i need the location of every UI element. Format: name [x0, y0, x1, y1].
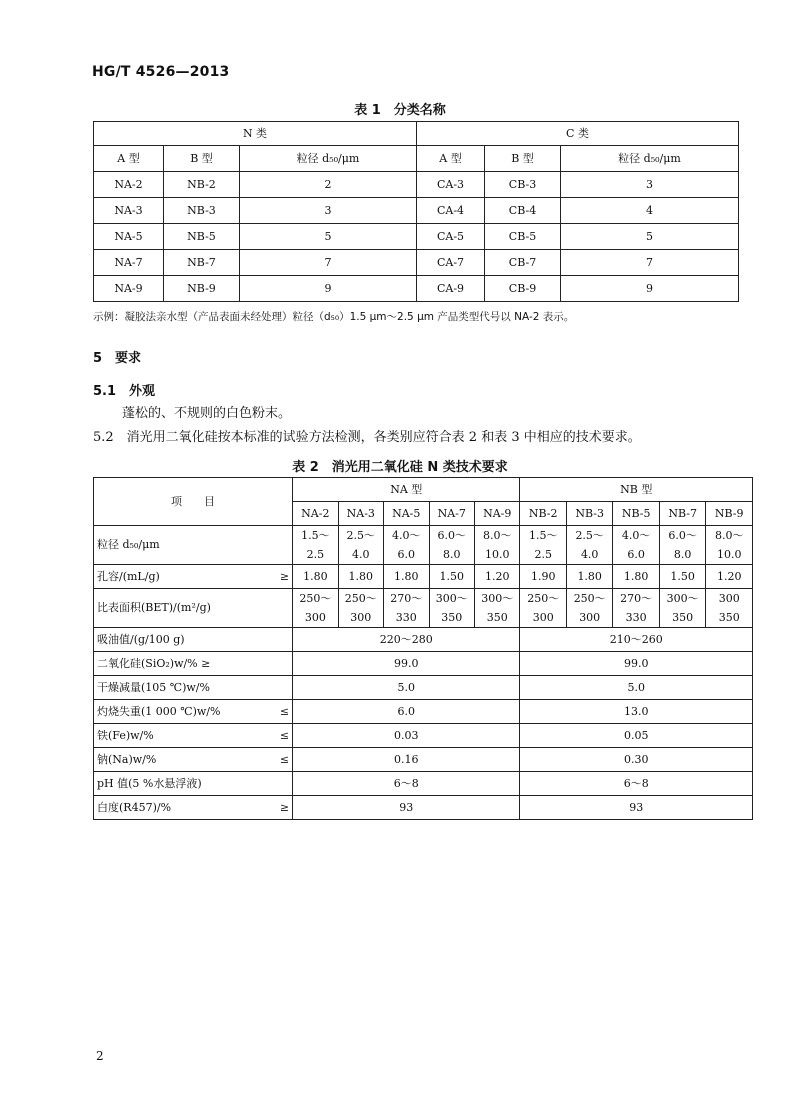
value-line: 300 [532, 611, 554, 624]
table-cell: 1.80 [566, 565, 612, 589]
section-5-1-heading: 5.1 外观 [93, 384, 156, 399]
table-cell: 5.0 [293, 676, 520, 700]
comparison-symbol: ≤ [279, 728, 290, 742]
table-cell: 93 [520, 796, 753, 820]
value-line: 2.5～ [346, 529, 376, 542]
table-cell: NB-9 [164, 276, 240, 302]
table-cell [429, 589, 474, 628]
value-line: 300 [718, 592, 740, 605]
table-cell: 7 [240, 250, 417, 276]
table1-group-header: C 类 [417, 122, 739, 146]
table-cell: 5 [561, 224, 739, 250]
table-cell: NB-2 [164, 172, 240, 198]
table1-group-header: N 类 [94, 122, 417, 146]
row-label [94, 676, 293, 700]
table-cell [566, 526, 612, 565]
value-line: 300～ [481, 592, 514, 605]
table1-column-header: A 型 [94, 146, 164, 172]
value-line: 4.0～ [392, 529, 421, 542]
table-cell: CB-9 [485, 276, 561, 302]
value-line: 8.0～ [714, 529, 744, 542]
table2-group-header: NA 型 [293, 478, 520, 502]
table-cell [706, 526, 753, 565]
table-cell [384, 589, 429, 628]
table-cell [566, 589, 612, 628]
comparison-symbol: ≤ [279, 704, 290, 718]
table-row [94, 198, 739, 224]
value-line: 10.0 [716, 548, 742, 561]
row-label-text: 灼烧失重(1 000 ℃)w/% [97, 704, 221, 718]
table-cell: 13.0 [520, 700, 753, 724]
value-line: 270～ [390, 592, 423, 605]
value-line: 6.0～ [437, 529, 466, 542]
table2-column-header: NB-7 [659, 502, 705, 526]
table-cell [520, 526, 566, 565]
comparison-symbol: ≤ [279, 752, 290, 766]
table-cell: 220～280 [293, 628, 520, 652]
table-cell: CA-5 [417, 224, 485, 250]
row-label-text: 二氧化硅(SiO₂)w/% ≥ [97, 656, 211, 670]
table-cell: CA-9 [417, 276, 485, 302]
value-line: 250～ [299, 592, 332, 605]
table-cell: 99.0 [520, 652, 753, 676]
table-row [94, 700, 753, 724]
table-cell: 0.16 [293, 748, 520, 772]
page-number: 2 [96, 1049, 104, 1063]
table-cell: 1.80 [613, 565, 659, 589]
section-5-heading: 5 要求 [93, 351, 142, 366]
table-row [94, 676, 753, 700]
table-cell [474, 526, 520, 565]
table-cell [384, 526, 429, 565]
table-cell [659, 589, 705, 628]
value-line: 1.5～ [301, 529, 330, 542]
table1-column-header: 粒径 d₅₀/μm [561, 146, 739, 172]
table-row [94, 628, 753, 652]
table2-column-header: NA-7 [429, 502, 474, 526]
table-cell [659, 526, 705, 565]
value-line: 8.0 [673, 548, 692, 561]
table-cell: 9 [561, 276, 739, 302]
value-line: 250～ [344, 592, 377, 605]
table1-column-header: A 型 [417, 146, 485, 172]
table-row [94, 250, 739, 276]
table-cell: NA-9 [94, 276, 164, 302]
value-line: 4.0 [580, 548, 599, 561]
table-cell [613, 589, 659, 628]
table-cell: NA-5 [94, 224, 164, 250]
value-line: 4.0～ [621, 529, 651, 542]
table2-column-header: NA-3 [338, 502, 383, 526]
value-line: 350 [486, 611, 508, 624]
table-cell: 0.03 [293, 724, 520, 748]
table1-caption: 表 1 分类名称 [354, 103, 446, 118]
value-line: 300～ [435, 592, 468, 605]
table1-column-header: 粒径 d₅₀/μm [240, 146, 417, 172]
table2-column-header: NB-9 [706, 502, 753, 526]
table-cell: CB-5 [485, 224, 561, 250]
table-cell: 4 [561, 198, 739, 224]
table1 [93, 121, 739, 302]
value-line: 2.5 [534, 548, 552, 561]
table2 [93, 477, 753, 820]
row-label-text: 钠(Na)w/% [97, 752, 157, 766]
table-cell: 99.0 [293, 652, 520, 676]
value-line: 330 [625, 611, 647, 624]
row-label-text: 比表面积(BET)/(m²/g) [97, 601, 211, 614]
table-row [94, 565, 753, 589]
table-cell: NA-3 [94, 198, 164, 224]
table-cell: NA-2 [94, 172, 164, 198]
value-line: 6.0 [627, 548, 645, 561]
row-label-text: 吸油值/(g/100 g) [97, 632, 185, 646]
table-cell [474, 589, 520, 628]
row-label [94, 652, 293, 676]
table-cell: 6～8 [293, 772, 520, 796]
standard-code: HG/T 4526—2013 [92, 64, 230, 80]
table-row [94, 589, 753, 628]
table1-column-header: B 型 [485, 146, 561, 172]
table-cell: NB-7 [164, 250, 240, 276]
table-cell: 2 [240, 172, 417, 198]
table-row [94, 772, 753, 796]
table-cell: 6.0 [293, 700, 520, 724]
value-line: 300 [350, 611, 372, 624]
table2-column-header: NB-5 [613, 502, 659, 526]
table-cell: 6～8 [520, 772, 753, 796]
table2-group-header: NB 型 [520, 478, 753, 502]
table-cell: 3 [240, 198, 417, 224]
table1-note: 示例：凝胶法亲水型（产品表面未经处理）粒径（d₅₀）1.5 μm～2.5 μm 产品类型代号以 NA-2 表示。 [93, 311, 575, 323]
table-cell: 1.80 [293, 565, 338, 589]
comparison-symbol: ≥ [279, 800, 290, 814]
value-line: 270～ [620, 592, 653, 605]
row-label [94, 565, 293, 589]
value-line: 8.0～ [482, 529, 512, 542]
table-cell: 0.30 [520, 748, 753, 772]
table-cell: NB-3 [164, 198, 240, 224]
table-cell: 5 [240, 224, 417, 250]
table-cell: 1.50 [659, 565, 705, 589]
value-line: 1.5～ [528, 529, 558, 542]
value-line: 300～ [666, 592, 699, 605]
value-line: 6.0 [397, 548, 416, 561]
table-row [94, 526, 753, 565]
table2-column-header: NB-3 [566, 502, 612, 526]
value-line: 350 [672, 611, 694, 624]
row-label-text: 白度(R457)/% [97, 800, 172, 814]
table-row [94, 224, 739, 250]
table2-caption: 表 2 消光用二氧化硅 N 类技术要求 [292, 460, 508, 475]
section-5-2-text: 5.2 消光用二氧化硅按本标准的试验方法检测，各类别应符合表 2 和表 3 中相应的技术要求。 [93, 430, 641, 445]
table2-column-header: NA-9 [474, 502, 520, 526]
value-line: 2.5～ [575, 529, 604, 542]
table-cell [613, 526, 659, 565]
row-label [94, 526, 293, 565]
table-cell: NA-7 [94, 250, 164, 276]
table2-column-header: NB-2 [520, 502, 566, 526]
table-cell: NB-5 [164, 224, 240, 250]
row-label-text: 铁(Fe)w/% [97, 728, 154, 742]
table-cell: 210～260 [520, 628, 753, 652]
table-cell [429, 526, 474, 565]
table-cell: CB-3 [485, 172, 561, 198]
table-cell: 9 [240, 276, 417, 302]
table2-body [94, 526, 753, 820]
table-cell: 1.80 [384, 565, 429, 589]
value-line: 250～ [573, 592, 606, 605]
table-cell: 1.20 [706, 565, 753, 589]
table-cell [293, 526, 338, 565]
row-label [94, 589, 293, 628]
value-line: 300 [304, 611, 326, 624]
comparison-symbol: ≥ [279, 569, 290, 583]
table2-column-header: NA-5 [384, 502, 429, 526]
value-line: 350 [441, 611, 463, 624]
value-line: 10.0 [484, 548, 510, 561]
table-cell: CB-7 [485, 250, 561, 276]
table-cell [293, 589, 338, 628]
table-cell [338, 526, 383, 565]
table-row [94, 172, 739, 198]
table-cell: CA-7 [417, 250, 485, 276]
table-cell [706, 589, 753, 628]
row-label [94, 772, 293, 796]
row-label [94, 796, 293, 820]
table1-column-header: B 型 [164, 146, 240, 172]
table-cell: CB-4 [485, 198, 561, 224]
value-line: 4.0 [352, 548, 370, 561]
table2-column-header: NA-2 [293, 502, 338, 526]
row-label-text: 孔容/(mL/g) [97, 569, 160, 583]
row-label-text: 干燥减量(105 ℃)w/% [97, 680, 210, 694]
value-line: 300 [579, 611, 601, 624]
table-row [94, 748, 753, 772]
table-cell: 1.80 [338, 565, 383, 589]
row-label-text: 粒径 d₅₀/μm [97, 538, 160, 551]
table-cell: CA-3 [417, 172, 485, 198]
table-cell: 1.20 [474, 565, 520, 589]
table-cell: 3 [561, 172, 739, 198]
table-cell: 1.90 [520, 565, 566, 589]
table-cell: 0.05 [520, 724, 753, 748]
table-row [94, 276, 739, 302]
table-cell: CA-4 [417, 198, 485, 224]
value-line: 2.5 [306, 548, 325, 561]
value-line: 8.0 [442, 548, 461, 561]
value-line: 330 [395, 611, 417, 624]
value-line: 350 [718, 611, 740, 624]
row-label [94, 700, 293, 724]
value-line: 250～ [527, 592, 560, 605]
value-line: 6.0～ [668, 529, 697, 542]
table-cell: 93 [293, 796, 520, 820]
table-row [94, 724, 753, 748]
table-cell [338, 589, 383, 628]
table-cell: 7 [561, 250, 739, 276]
table-cell: 1.50 [429, 565, 474, 589]
row-label [94, 628, 293, 652]
row-label-text: pH 值(5 %水悬浮液) [97, 776, 202, 790]
row-label [94, 724, 293, 748]
table-cell: 5.0 [520, 676, 753, 700]
table2-item-header: 项 目 [94, 478, 293, 526]
table1-body [94, 172, 739, 302]
table-cell [520, 589, 566, 628]
table-row [94, 652, 753, 676]
section-5-1-text: 蓬松的、不规则的白色粉末。 [122, 406, 292, 421]
table-row [94, 796, 753, 820]
row-label [94, 748, 293, 772]
